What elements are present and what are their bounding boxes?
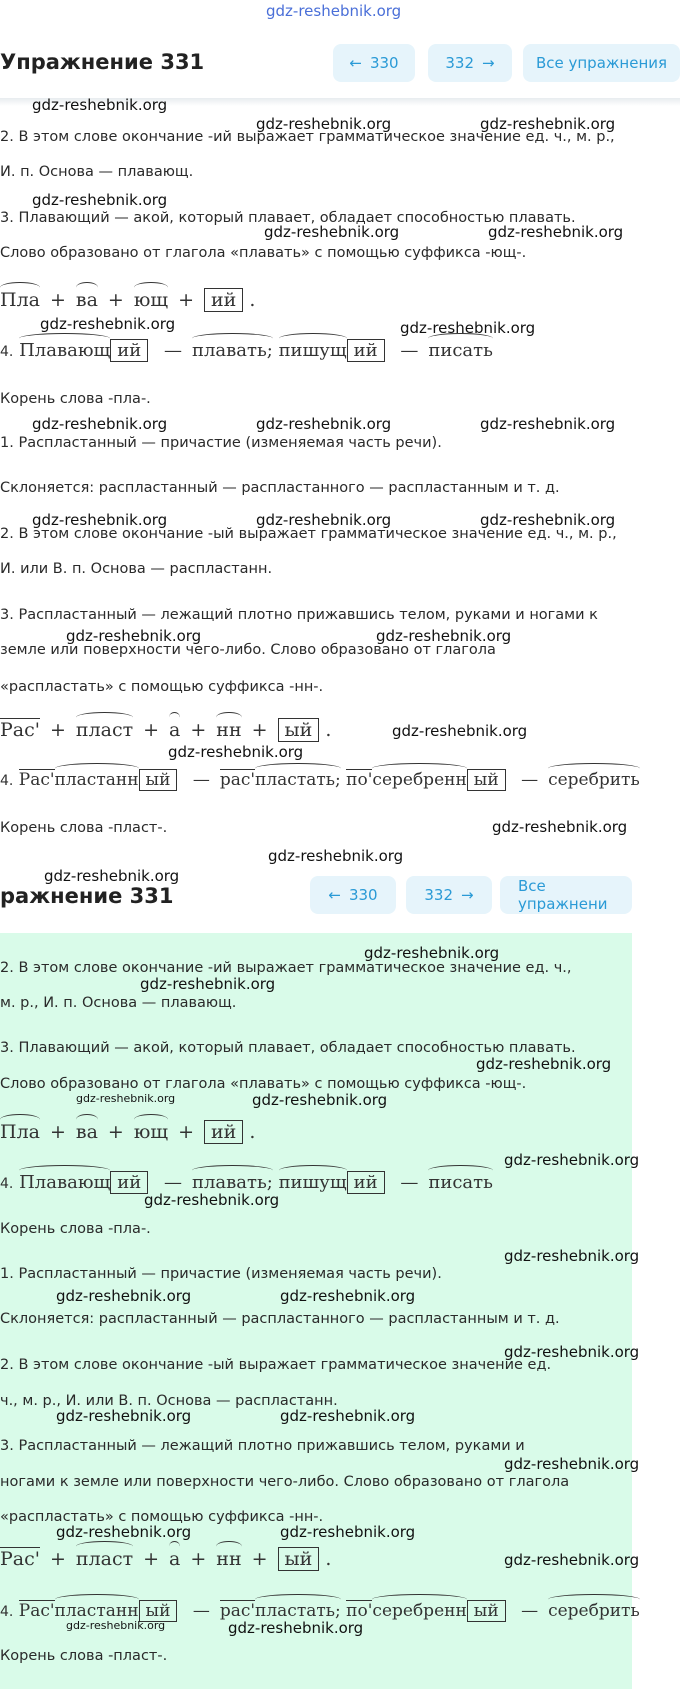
watermark: gdz-reshebnik.org	[228, 1619, 364, 1637]
watermark: gdz-reshebnik.org	[504, 1247, 640, 1265]
watermark: gdz-reshebnik.org	[476, 1055, 612, 1073]
watermark: gdz-reshebnik.org	[492, 818, 628, 836]
prev-exercise-label: 330	[369, 54, 399, 72]
watermark: gdz-reshebnik.org	[32, 96, 168, 114]
word-formation: 4. Плавающ ий — плавать; пишущ ий — писать	[0, 1172, 493, 1193]
text-line: Склоняется: распластанный — распластанного — распластанным и т. д.	[0, 1311, 560, 1327]
text-line: «распластать» с помощью суффикса -нн-.	[0, 679, 324, 695]
watermark: gdz-reshebnik.org	[480, 415, 616, 433]
text-line: 2. В этом слове окончание -ий выражает грамматическое значение ед. ч.,	[0, 960, 572, 976]
all-exercises-button-repeat[interactable]	[500, 876, 632, 914]
text-line: 1. Распластанный — причастие (изменяемая часть речи).	[0, 1266, 442, 1282]
watermark: gdz-reshebnik.org	[252, 1091, 388, 1109]
next-exercise-button[interactable]	[428, 44, 512, 82]
morpheme-formula: Рас' + пласт + а + нн + ый .	[0, 719, 332, 741]
word-formation: 4. Рас'пластанн ый — рас'пластать; по'серебренн ый — серебрить	[0, 1601, 640, 1621]
prev-exercise-button-repeat[interactable]	[310, 876, 396, 914]
page-title: Упражнение 331	[0, 50, 205, 74]
watermark: gdz-reshebnik.org	[488, 223, 624, 241]
text-line: «распластать» с помощью суффикса -нн-.	[0, 1509, 324, 1525]
watermark: gdz-reshebnik.org	[140, 975, 276, 993]
watermark: gdz-reshebnik.org	[144, 1191, 280, 1209]
all-exercises-label: Все упражнения	[535, 54, 668, 72]
text-line: ч., м. р., И. или В. п. Основа — распластанн.	[0, 1393, 338, 1409]
watermark: gdz-reshebnik.org	[66, 627, 202, 645]
all-exercises-label: Все упражнени	[518, 877, 608, 913]
text-line: И. или В. п. Основа — распластанн.	[0, 561, 273, 577]
watermark: gdz-reshebnik.org	[504, 1151, 640, 1169]
text-line: 3. Плавающий — акой, который плавает, обладает способностью плавать.	[0, 1040, 576, 1056]
text-line: Слово образовано от глагола «плавать» с помощью суффикса -ющ-.	[0, 245, 527, 261]
text-line: Корень слова -пла-.	[0, 1221, 151, 1237]
page-title-repeat: ражнение 331	[0, 884, 174, 908]
watermark: gdz-reshebnik.org	[480, 511, 616, 529]
text-line: м. р., И. п. Основа — плавающ.	[0, 995, 237, 1011]
morpheme-formula: Пла + ва + ющ + ий .	[0, 1121, 256, 1143]
text-line: ногами к земле или поверхности чего-либо. Слово образовано от глагола	[0, 1474, 570, 1490]
text-line: 2. В этом слове окончание -ий выражает грамматическое значение ед. ч., м. р.,	[0, 129, 615, 145]
watermark: gdz-reshebnik.org	[76, 1092, 176, 1105]
watermark: gdz-reshebnik.org	[264, 223, 400, 241]
watermark: gdz-reshebnik.org	[280, 1287, 416, 1305]
text-line: 3. Плавающий — акой, который плавает, обладает способностью плавать.	[0, 210, 576, 226]
arrow-left-icon: ←	[328, 886, 341, 904]
arrow-left-icon: ←	[349, 54, 362, 72]
watermark: gdz-reshebnik.org	[256, 511, 392, 529]
watermark: gdz-reshebnik.org	[40, 315, 176, 333]
watermark: gdz-reshebnik.org	[280, 1407, 416, 1425]
top-watermark: gdz-reshebnik.org	[266, 2, 402, 20]
watermark: gdz-reshebnik.org	[44, 867, 180, 885]
watermark: gdz-reshebnik.org	[168, 743, 304, 761]
text-line: 2. В этом слове окончание -ый выражает грамматическое значение ед. ч., м. р.,	[0, 526, 617, 542]
watermark: gdz-reshebnik.org	[56, 1287, 192, 1305]
watermark: gdz-reshebnik.org	[400, 319, 536, 337]
text-line: Слово образовано от глагола «плавать» с помощью суффикса -ющ-.	[0, 1076, 527, 1092]
text-line: 2. В этом слове окончание -ый выражает грамматическое значение ед.	[0, 1357, 552, 1373]
watermark: gdz-reshebnik.org	[32, 191, 168, 209]
watermark: gdz-reshebnik.org	[66, 1619, 166, 1632]
next-exercise-label: 332	[445, 54, 475, 72]
watermark: gdz-reshebnik.org	[504, 1551, 640, 1569]
watermark: gdz-reshebnik.org	[268, 847, 404, 865]
text-line: 3. Распластанный — лежащий плотно прижавшись телом, руками и ногами к	[0, 607, 598, 623]
text-line: 1. Распластанный — причастие (изменяемая часть речи).	[0, 435, 442, 451]
arrow-right-icon: →	[461, 886, 474, 904]
text-line: Склоняется: распластанный — распластанного — распластанным и т. д.	[0, 480, 560, 496]
watermark: gdz-reshebnik.org	[32, 415, 168, 433]
watermark: gdz-reshebnik.org	[280, 1523, 416, 1541]
watermark: gdz-reshebnik.org	[56, 1523, 192, 1541]
watermark: gdz-reshebnik.org	[504, 1343, 640, 1361]
next-exercise-button-repeat[interactable]	[406, 876, 492, 914]
text-line: Корень слова -пласт-.	[0, 820, 168, 836]
all-exercises-button[interactable]	[523, 44, 680, 82]
next-exercise-label: 332	[424, 886, 454, 904]
watermark: gdz-reshebnik.org	[392, 722, 528, 740]
watermark: gdz-reshebnik.org	[256, 115, 392, 133]
text-line: И. п. Основа — плавающ.	[0, 164, 194, 180]
watermark: gdz-reshebnik.org	[504, 1455, 640, 1473]
morpheme-formula: Пла + ва + ющ + ий .	[0, 289, 256, 311]
text-line: Корень слова -пла-.	[0, 391, 151, 407]
text-line: 3. Распластанный — лежащий плотно прижавшись телом, руками и	[0, 1438, 525, 1454]
watermark: gdz-reshebnik.org	[376, 627, 512, 645]
prev-exercise-label: 330	[348, 886, 378, 904]
arrow-right-icon: →	[482, 54, 495, 72]
word-formation: 4. Плавающ ий — плавать; пишущ ий — писать	[0, 340, 493, 361]
watermark: gdz-reshebnik.org	[364, 944, 500, 962]
morpheme-formula: Рас' + пласт + а + нн + ый .	[0, 1548, 332, 1570]
watermark: gdz-reshebnik.org	[256, 415, 392, 433]
watermark: gdz-reshebnik.org	[56, 1407, 192, 1425]
text-line: Корень слова -пласт-.	[0, 1648, 168, 1664]
word-formation: 4. Рас'пластанн ый — рас'пластать; по'серебренн ый — серебрить	[0, 770, 640, 790]
prev-exercise-button[interactable]	[333, 44, 415, 82]
text-line: земле или поверхности чего-либо. Слово образовано от глагола	[0, 642, 496, 658]
watermark: gdz-reshebnik.org	[32, 511, 168, 529]
watermark: gdz-reshebnik.org	[480, 115, 616, 133]
